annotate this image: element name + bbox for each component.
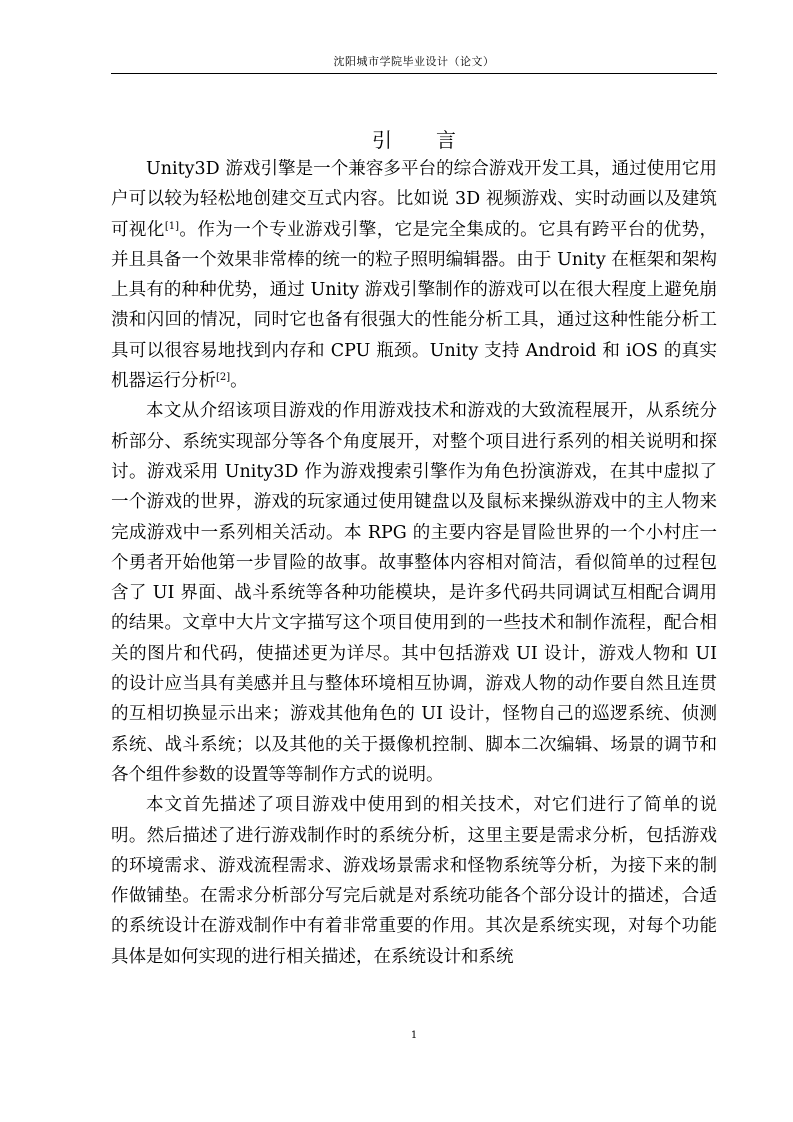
paragraph-1-text-c: 。 bbox=[230, 371, 248, 392]
header-rule bbox=[111, 73, 717, 74]
paragraph-1 bbox=[111, 154, 717, 396]
body-text bbox=[111, 154, 717, 972]
section-title-part1: 引 bbox=[372, 128, 392, 152]
paragraph-3: 本文首先描述了项目游戏中使用到的相关技术，对它们进行了简单的说明。然后描述了进行游戏制作时的系统分析，这里主要是需求分析，包括游戏的环境需求、游戏流程需求、游戏场景需求和怪物系统等分析，为接下来的制作做铺垫。在需求分析部分写完后就是对系统功能各个部分设计的描述，合适的系统设计在游戏制作中有着非常重要的作用。其次是系统实现，对每个功能具体是如何实现的进行相关描述，在系统设计和系统 bbox=[111, 795, 717, 967]
page-header: 沈阳城市学院毕业设计（论文） bbox=[333, 55, 495, 68]
section-title bbox=[111, 127, 717, 153]
citation-2: [2] bbox=[216, 372, 231, 384]
paragraph-1-text-a: Unity3D 游戏引擎是一个兼容多平台的综合游戏开发工具，通过使用它用户可以较为轻松地创建交互式内容。比如说 3D 视频游戏、实时动画以及建筑可视化 bbox=[111, 159, 717, 240]
paragraph-1-text-b: 。作为一个专业游戏引擎，它是完全集成的。它具有跨平台的优势，并且具备一个效果非常棒的统一的粒子照明编辑器。由于 Unity 在框架和架构上具有的种种优势，通过 Unity 游戏引擎制作的游戏可以在很大程度上避免崩溃和闪回的情况，同时它也备有很强大的性能分析工具，通过这种性能分析工具可以很容易地找到内存和 CPU 瓶颈。Unity 支持 Android 和 iOS 的真实机器运行分析 bbox=[111, 219, 718, 392]
section-title-part2: 言 bbox=[436, 128, 456, 152]
page-number: 1 bbox=[410, 1030, 418, 1041]
citation-1: [1] bbox=[164, 220, 179, 232]
paragraph-2: 本文从介绍该项目游戏的作用游戏技术和游戏的大致流程展开，从系统分析部分、系统实现部分等各个角度展开，对整个项目进行系列的相关说明和探讨。游戏采用 Unity3D 作为游戏搜索引擎作为角色扮演游戏，在其中虚拟了一个游戏的世界，游戏的玩家通过使用键盘以及鼠标来操纵游戏中的主人物来完成游戏中一系列相关活动。本 RPG 的主要内容是冒险世界的一个小村庄一个勇者开始他第一步冒险的故事。故事整体内容相对简洁，看似简单的过程包含了 UI 界面、战斗系统等各种功能模块，是许多代码共同调试互相配合调用的结果。文章中大片文字描写这个项目使用到的一些技术和制作流程，配合相关的图片和代码，使描述更为详尽。其中包括游戏 UI 设计，游戏人物和 UI 的设计应当具有美感并且与整体环境相互协调，游戏人物的动作要自然且连贯的互相切换显示出来；游戏其他角色的 UI 设计，怪物自己的巡逻系统、侦测系统、战斗系统；以及其他的关于摄像机控制、脚本二次编辑、场景的调节和各个组件参数的设置等等制作方式的说明。 bbox=[111, 401, 717, 785]
